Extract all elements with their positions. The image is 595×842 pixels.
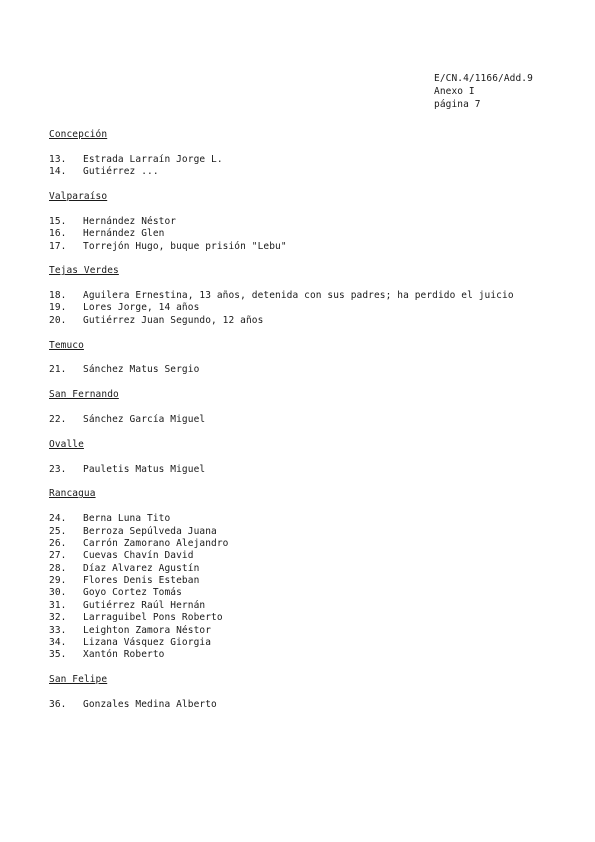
location-section [49, 340, 569, 377]
entry-number: 31. [49, 599, 67, 611]
location-section [49, 129, 569, 179]
list-item [49, 166, 569, 178]
entry-number: 25. [49, 525, 67, 537]
entry-name: Díaz Alvarez Agustín [83, 562, 200, 574]
section-heading: Concepción [49, 129, 108, 140]
entry-number: 28. [49, 562, 67, 574]
entry-name: Hernández Glen [83, 228, 165, 240]
entry-name: Pauletis Matus Miguel [83, 463, 206, 475]
list-item [49, 637, 569, 649]
document-reference: E/CN.4/1166/Add.9 [434, 73, 533, 84]
entry-name: Gonzales Medina Alberto [83, 698, 217, 710]
entry-name: Lores Jorge, 14 años [83, 302, 200, 314]
list-item [49, 154, 569, 166]
entry-list [49, 290, 569, 327]
section-heading: San Fernando [49, 389, 119, 401]
list-item [49, 612, 569, 624]
list-item [49, 538, 569, 550]
location-section [49, 191, 569, 253]
entry-number: 33. [49, 624, 67, 636]
entry-list [49, 414, 569, 426]
section-heading: San Felipe [49, 674, 108, 686]
entry-name: Gutiérrez Juan Segundo, 12 años [83, 314, 264, 326]
section-heading: Tejas Verdes [49, 265, 119, 277]
entry-number: 26. [49, 537, 67, 549]
entry-number: 22. [49, 413, 67, 425]
entry-list [49, 513, 569, 662]
entry-number: 15. [49, 215, 67, 227]
entry-name: Sánchez García Miguel [83, 413, 206, 425]
entry-number: 14. [49, 166, 67, 178]
section-heading: Ovalle [49, 438, 84, 450]
annex-label: Anexo I [434, 86, 475, 97]
entry-list [49, 154, 569, 179]
entry-name: Goyo Cortez Tomás [83, 587, 182, 599]
entry-number: 13. [49, 153, 67, 165]
entry-number: 16. [49, 228, 67, 240]
entry-name: Estrada Larraín Jorge L. [83, 153, 223, 165]
list-item [49, 290, 569, 302]
entry-name: Torrejón Hugo, buque prisión "Lebu" [83, 240, 287, 252]
entry-number: 30. [49, 587, 67, 599]
list-item [49, 563, 569, 575]
entry-name: Xantón Roberto [83, 649, 165, 661]
location-section [49, 674, 569, 711]
entry-name: Aguilera Ernestina, 13 años, detenida con sus padres; ha perdido el juicio [83, 290, 514, 302]
entry-name: Berna Luna Tito [83, 513, 171, 525]
page-number: página 7 [434, 99, 481, 110]
entry-list [49, 464, 569, 476]
entry-number: 34. [49, 637, 67, 649]
document-body [49, 129, 569, 724]
list-item [49, 414, 569, 426]
list-item [49, 241, 569, 253]
entry-name: Berroza Sepúlveda Juana [83, 525, 217, 537]
entry-number: 20. [49, 314, 67, 326]
entry-name: Hernández Néstor [83, 215, 177, 227]
location-section [49, 265, 569, 327]
list-item [49, 600, 569, 612]
location-section [49, 488, 569, 661]
list-item [49, 302, 569, 314]
entry-number: 29. [49, 575, 67, 587]
list-item [49, 464, 569, 476]
list-item [49, 550, 569, 562]
entry-name: Gutiérrez ... [83, 166, 159, 178]
entry-number: 24. [49, 513, 67, 525]
entry-number: 27. [49, 550, 67, 562]
list-item [49, 228, 569, 240]
entry-name: Flores Denis Esteban [83, 575, 200, 587]
entry-list [49, 699, 569, 711]
list-item [49, 575, 569, 587]
location-section [49, 389, 569, 426]
entry-list [49, 216, 569, 253]
document-header [434, 72, 533, 111]
section-heading: Rancagua [49, 488, 96, 500]
location-section [49, 439, 569, 476]
list-item [49, 513, 569, 525]
entry-list [49, 364, 569, 376]
list-item [49, 364, 569, 376]
list-item [49, 216, 569, 228]
entry-number: 17. [49, 240, 67, 252]
entry-number: 36. [49, 698, 67, 710]
entry-name: Carrón Zamorano Alejandro [83, 537, 229, 549]
list-item [49, 649, 569, 661]
entry-number: 18. [49, 290, 67, 302]
entry-number: 21. [49, 364, 67, 376]
section-heading: Temuco [49, 339, 84, 351]
list-item [49, 587, 569, 599]
entry-name: Lizana Vásquez Giorgia [83, 637, 212, 649]
entry-name: Sánchez Matus Sergio [83, 364, 200, 376]
list-item [49, 625, 569, 637]
section-heading: Valparaíso [49, 190, 108, 202]
entry-number: 23. [49, 463, 67, 475]
entry-number: 35. [49, 649, 67, 661]
list-item [49, 315, 569, 327]
entry-name: Larraguibel Pons Roberto [83, 612, 223, 624]
entry-number: 32. [49, 612, 67, 624]
entry-number: 19. [49, 302, 67, 314]
entry-name: Cuevas Chavín David [83, 550, 194, 562]
list-item [49, 699, 569, 711]
entry-name: Leighton Zamora Néstor [83, 624, 212, 636]
entry-name: Gutiérrez Raúl Hernán [83, 599, 206, 611]
list-item [49, 526, 569, 538]
